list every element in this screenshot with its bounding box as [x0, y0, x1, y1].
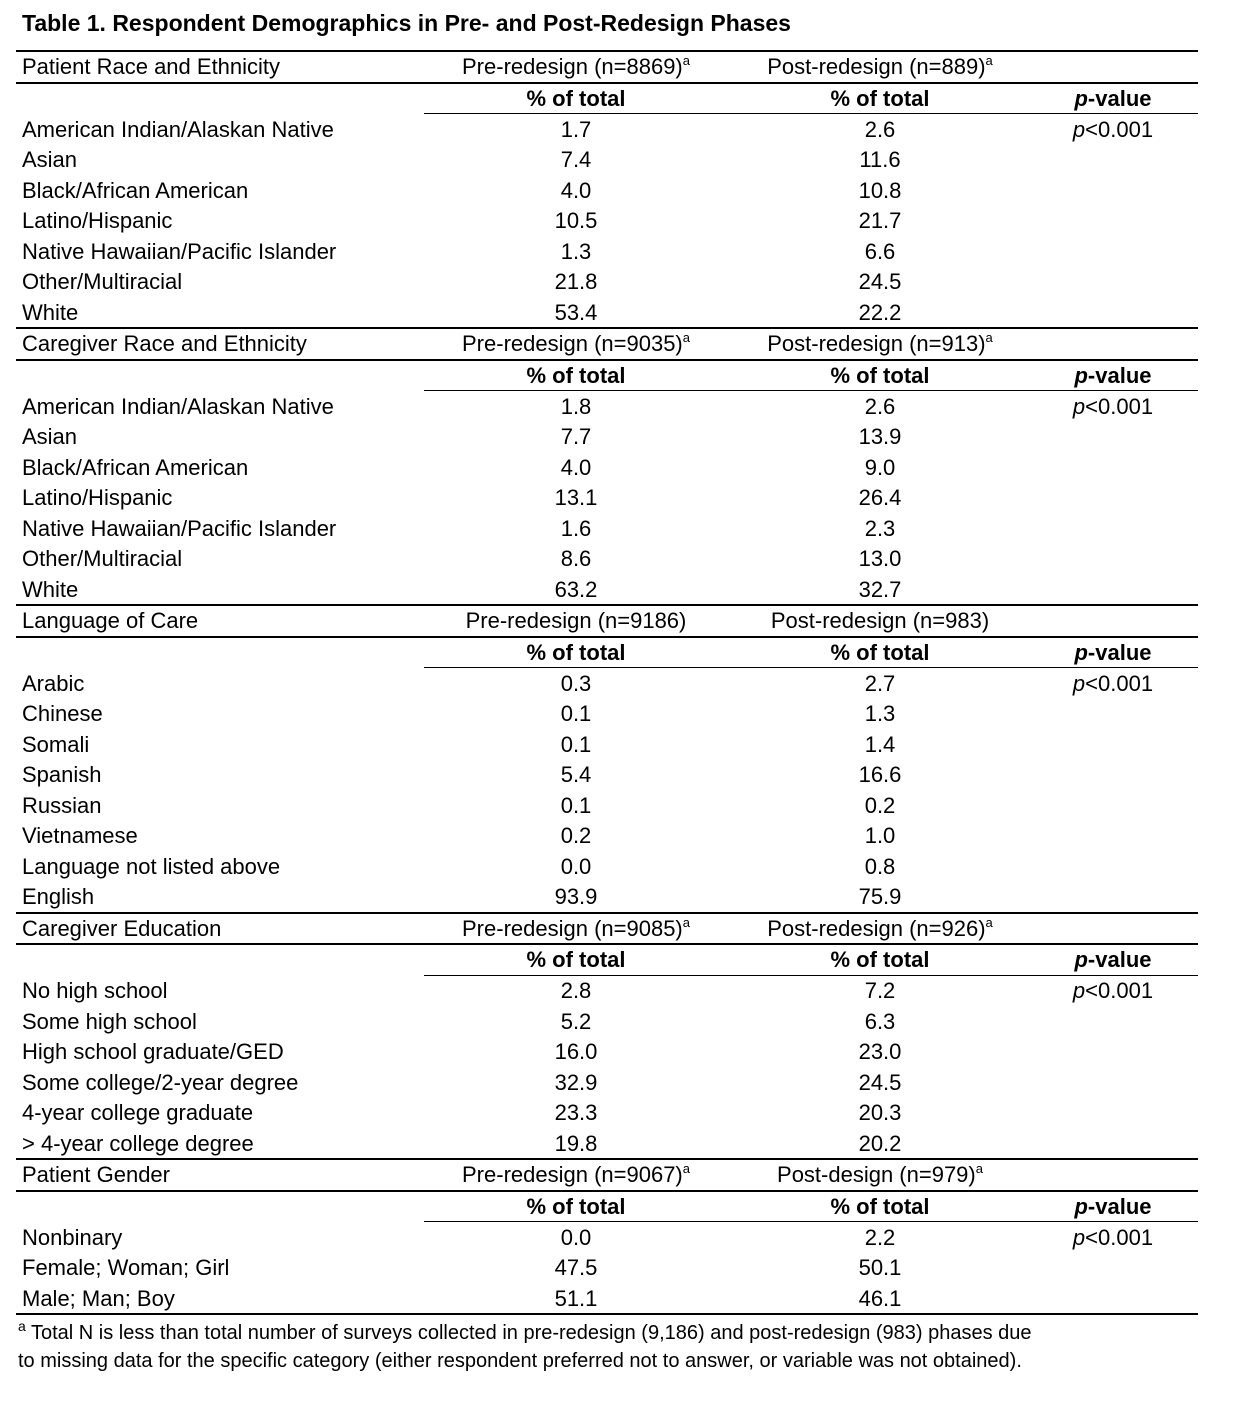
pre-redesign-value: 32.9 — [554, 1069, 598, 1095]
footnote-text-2: to missing data for the specific category (either respondent preferred not to answer, or variable was not obtained). — [18, 1350, 1022, 1372]
table-row — [0, 205, 1234, 236]
section-header-row — [0, 1159, 1234, 1190]
pre-redesign-value: 23.3 — [554, 1100, 598, 1125]
pvalue-number: <0.001 — [1085, 1224, 1154, 1250]
pre-redesign-value: 19.8 — [554, 1130, 598, 1156]
row-label: Russian — [22, 792, 102, 818]
table-row — [0, 1036, 1234, 1067]
pvalue — [1073, 1222, 1153, 1253]
section-label: Patient Race and Ethnicity — [22, 54, 281, 79]
table-row — [0, 1067, 1234, 1098]
pre-redesign-value: 1.7 — [560, 116, 592, 142]
post-redesign-value: 13.9 — [858, 424, 902, 449]
post-redesign-value: 24.5 — [858, 269, 902, 294]
pct-of-total-header: % of total — [830, 1193, 930, 1219]
row-label: Other/Multiracial — [22, 269, 183, 294]
pct-of-total-header: % of total — [526, 362, 626, 388]
pre-redesign-value: 21.8 — [554, 269, 598, 294]
pre-redesign-value: 1.8 — [560, 393, 592, 419]
post-redesign-value: 46.1 — [858, 1285, 902, 1311]
pre-redesign-value: 0.2 — [560, 823, 592, 848]
pre-redesign-value: 53.4 — [554, 299, 598, 325]
row-label: High school graduate/GED — [22, 1039, 284, 1064]
post-redesign-value: 9.0 — [864, 454, 896, 480]
pvalue-number: <0.001 — [1085, 978, 1154, 1003]
pvalue-header-suffix: -value — [1087, 639, 1152, 665]
pvalue-p: p — [1072, 670, 1086, 696]
post-redesign-value: 50.1 — [858, 1255, 902, 1280]
footnote-marker: a — [985, 914, 993, 930]
table-row — [0, 1006, 1234, 1037]
footnote-marker: a — [682, 914, 690, 930]
table-row — [0, 574, 1234, 605]
pvalue-number: <0.001 — [1085, 116, 1154, 142]
post-redesign-header — [771, 605, 989, 636]
row-label: Male; Man; Boy — [22, 1285, 175, 1311]
pvalue-number: <0.001 — [1085, 670, 1154, 696]
post-redesign-value: 10.8 — [858, 177, 902, 203]
post-redesign-value: 1.3 — [864, 701, 896, 726]
pct-of-total-header: % of total — [526, 85, 626, 111]
post-redesign-header-text: Post-design (n=979) — [777, 1162, 976, 1187]
table-row — [0, 1283, 1234, 1314]
post-redesign-value: 2.6 — [864, 116, 896, 142]
pct-of-total-header: % of total — [526, 639, 626, 665]
row-label: Some college/2-year degree — [22, 1069, 299, 1095]
post-redesign-header — [767, 328, 993, 359]
pre-redesign-value: 0.0 — [560, 1224, 592, 1250]
table-row — [0, 851, 1234, 882]
table-row — [0, 175, 1234, 206]
pvalue-header-p: p — [1074, 947, 1088, 972]
table-row — [0, 975, 1234, 1006]
footnote-line-2 — [18, 1347, 1022, 1375]
pvalue-p: p — [1072, 393, 1086, 419]
row-label: Spanish — [22, 762, 102, 787]
post-redesign-value: 21.7 — [858, 208, 902, 233]
column-header-row — [0, 637, 1234, 668]
pre-redesign-header-text: Pre-redesign (n=9085) — [462, 915, 683, 941]
pvalue — [1073, 668, 1153, 699]
post-redesign-header-text: Post-redesign (n=889) — [767, 54, 986, 79]
pre-redesign-value: 7.4 — [560, 147, 592, 172]
pre-redesign-value: 5.4 — [560, 762, 592, 787]
footnote-text-1: Total N is less than total number of surveys collected in pre-redesign (9,186) and post-redesign (983) phases due — [25, 1322, 1032, 1344]
pvalue-header-suffix: -value — [1087, 1193, 1152, 1219]
pct-of-total-header: % of total — [526, 947, 626, 972]
pvalue-header — [1074, 944, 1151, 975]
pre-redesign-value: 0.1 — [560, 701, 592, 726]
pvalue-number: <0.001 — [1085, 393, 1154, 419]
row-label: Arabic — [22, 670, 85, 696]
section-header-row — [0, 328, 1234, 359]
pre-redesign-value: 1.6 — [560, 515, 592, 541]
row-label: Asian — [22, 147, 78, 172]
pvalue-header-suffix: -value — [1087, 85, 1152, 111]
table-row — [0, 881, 1234, 912]
row-label: Asian — [22, 424, 78, 449]
pre-redesign-value: 0.0 — [560, 853, 592, 879]
row-label: 4-year college graduate — [22, 1100, 254, 1125]
column-header-row — [0, 360, 1234, 391]
pvalue-header-p: p — [1074, 362, 1088, 388]
pct-of-total-header: % of total — [526, 1193, 626, 1219]
pre-redesign-header-text: Pre-redesign (n=9035) — [462, 331, 683, 356]
column-header-row — [0, 944, 1234, 975]
pvalue-p: p — [1072, 978, 1086, 1003]
pre-redesign-value: 0.1 — [560, 731, 592, 757]
pre-redesign-value: 4.0 — [560, 454, 592, 480]
table-row — [0, 759, 1234, 790]
footnote-line-1 — [18, 1319, 1032, 1347]
table-row — [0, 1252, 1234, 1283]
post-redesign-value: 6.6 — [864, 238, 896, 264]
post-redesign-value: 75.9 — [858, 884, 902, 909]
table-row — [0, 1097, 1234, 1128]
post-redesign-value: 2.6 — [864, 393, 896, 419]
pre-redesign-header-text: Pre-redesign (n=8869) — [462, 54, 683, 79]
pre-redesign-header-text: Pre-redesign (n=9186) — [465, 608, 687, 633]
table-row — [0, 543, 1234, 574]
post-redesign-header — [767, 51, 993, 82]
post-redesign-value: 0.2 — [864, 792, 896, 818]
table-bottom-rule — [16, 1313, 1198, 1315]
table-row — [0, 1128, 1234, 1159]
table-title: Table 1. Respondent Demographics in Pre- and Post-Redesign Phases — [22, 10, 791, 36]
pvalue-header-p: p — [1074, 1193, 1088, 1219]
pre-redesign-header — [462, 1159, 690, 1190]
row-label: Somali — [22, 731, 90, 757]
row-label: Chinese — [22, 701, 103, 726]
row-label: Some high school — [22, 1008, 197, 1034]
pct-of-total-header: % of total — [830, 362, 930, 388]
pre-redesign-value: 5.2 — [560, 1008, 592, 1034]
post-redesign-value: 1.0 — [864, 823, 896, 848]
table-row — [0, 421, 1234, 452]
pre-redesign-value: 0.1 — [560, 792, 592, 818]
pre-redesign-value: 51.1 — [554, 1285, 598, 1311]
pvalue-header — [1074, 360, 1151, 391]
column-header-row — [0, 83, 1234, 114]
section-label: Patient Gender — [22, 1162, 170, 1187]
section-header-row — [0, 913, 1234, 944]
section-label: Caregiver Education — [22, 915, 222, 941]
pre-redesign-value: 47.5 — [554, 1255, 598, 1280]
post-redesign-value: 16.6 — [858, 762, 902, 787]
table-row — [0, 1222, 1234, 1253]
pvalue — [1073, 975, 1153, 1006]
pre-redesign-header — [462, 328, 690, 359]
post-redesign-value: 6.3 — [864, 1008, 896, 1034]
row-label: Native Hawaiian/Pacific Islander — [22, 238, 337, 264]
post-redesign-value: 22.2 — [858, 299, 902, 325]
row-label: > 4-year college degree — [22, 1130, 254, 1156]
table-row — [0, 452, 1234, 483]
table-row — [0, 391, 1234, 422]
footnote-marker: a — [682, 53, 690, 68]
pvalue — [1073, 114, 1153, 145]
post-redesign-value: 2.3 — [864, 515, 896, 541]
pvalue-header-p: p — [1074, 85, 1088, 111]
pvalue-header-p: p — [1074, 639, 1088, 665]
row-label: Latino/Hispanic — [22, 485, 173, 510]
pre-redesign-value: 8.6 — [560, 546, 592, 571]
section-label: Caregiver Race and Ethnicity — [22, 331, 307, 356]
table-row — [0, 144, 1234, 175]
row-label: Black/African American — [22, 177, 249, 203]
pre-redesign-value: 93.9 — [554, 884, 598, 909]
pct-of-total-header: % of total — [830, 947, 930, 972]
post-redesign-value: 1.4 — [864, 731, 896, 757]
row-label: Other/Multiracial — [22, 546, 183, 571]
footnote-marker: a — [975, 1161, 983, 1176]
pct-of-total-header: % of total — [830, 85, 930, 111]
table-row — [0, 668, 1234, 699]
table-row — [0, 236, 1234, 267]
pre-redesign-value: 1.3 — [560, 238, 592, 264]
pre-redesign-value: 7.7 — [560, 424, 592, 449]
row-label: American Indian/Alaskan Native — [22, 116, 334, 142]
post-redesign-value: 7.2 — [864, 978, 896, 1003]
post-redesign-value: 32.7 — [858, 576, 902, 602]
post-redesign-header — [767, 913, 993, 944]
row-label: Language not listed above — [22, 853, 281, 879]
table-row — [0, 266, 1234, 297]
column-header-row — [0, 1191, 1234, 1222]
pvalue-header — [1074, 637, 1151, 668]
pvalue-header — [1074, 1191, 1151, 1222]
post-redesign-header — [777, 1159, 983, 1190]
post-redesign-value: 11.6 — [859, 147, 901, 172]
row-label: Latino/Hispanic — [22, 208, 173, 233]
pvalue-header — [1074, 83, 1151, 114]
post-redesign-value: 0.8 — [864, 853, 896, 879]
pct-of-total-header: % of total — [830, 639, 930, 665]
pre-redesign-header — [462, 913, 690, 944]
post-redesign-value: 2.2 — [864, 1224, 896, 1250]
section-label: Language of Care — [22, 608, 199, 633]
section-header-row — [0, 51, 1234, 82]
post-redesign-value: 13.0 — [858, 546, 902, 571]
table-row — [0, 729, 1234, 760]
footnote-marker: a — [682, 1161, 690, 1176]
post-redesign-header-text: Post-redesign (n=926) — [767, 915, 986, 941]
post-redesign-value: 20.3 — [858, 1100, 902, 1125]
pre-redesign-value: 13.1 — [554, 485, 598, 510]
row-label: Black/African American — [22, 454, 249, 480]
pvalue-p: p — [1072, 116, 1086, 142]
post-redesign-value: 24.5 — [858, 1069, 902, 1095]
post-redesign-value: 23.0 — [858, 1039, 902, 1064]
row-label: American Indian/Alaskan Native — [22, 393, 334, 419]
footnote-marker: a — [18, 1318, 26, 1334]
table-row — [0, 790, 1234, 821]
pre-redesign-value: 0.3 — [560, 670, 592, 696]
post-redesign-header-text: Post-redesign (n=913) — [767, 331, 986, 356]
row-label: English — [22, 884, 95, 909]
pre-redesign-value: 10.5 — [554, 208, 598, 233]
table-row — [0, 513, 1234, 544]
pre-redesign-header-text: Pre-redesign (n=9067) — [462, 1162, 683, 1187]
row-label: White — [22, 576, 79, 602]
footnote-marker: a — [985, 330, 993, 345]
table-row — [0, 482, 1234, 513]
pre-redesign-header — [462, 51, 690, 82]
table-row — [0, 820, 1234, 851]
pvalue-p: p — [1072, 1224, 1086, 1250]
pre-redesign-value: 16.0 — [554, 1039, 598, 1064]
footnote-marker: a — [985, 53, 993, 68]
row-label: Vietnamese — [22, 823, 138, 848]
pvalue-header-suffix: -value — [1087, 947, 1152, 972]
table-row — [0, 114, 1234, 145]
table-row — [0, 297, 1234, 328]
row-label: No high school — [22, 978, 168, 1003]
post-redesign-header-text: Post-redesign (n=983) — [770, 608, 990, 633]
pre-redesign-value: 63.2 — [554, 576, 598, 602]
footnote-marker: a — [682, 330, 690, 345]
row-label: Native Hawaiian/Pacific Islander — [22, 515, 337, 541]
post-redesign-value: 26.4 — [858, 485, 902, 510]
table-row — [0, 698, 1234, 729]
pre-redesign-header — [466, 605, 687, 636]
row-label: White — [22, 299, 79, 325]
pvalue — [1073, 391, 1153, 422]
pvalue-header-suffix: -value — [1087, 362, 1152, 388]
post-redesign-value: 20.2 — [858, 1130, 902, 1156]
row-label: Nonbinary — [22, 1224, 123, 1250]
pre-redesign-value: 4.0 — [560, 177, 592, 203]
row-label: Female; Woman; Girl — [22, 1255, 230, 1280]
post-redesign-value: 2.7 — [864, 670, 896, 696]
pre-redesign-value: 2.8 — [560, 978, 592, 1003]
section-header-row — [0, 605, 1234, 636]
